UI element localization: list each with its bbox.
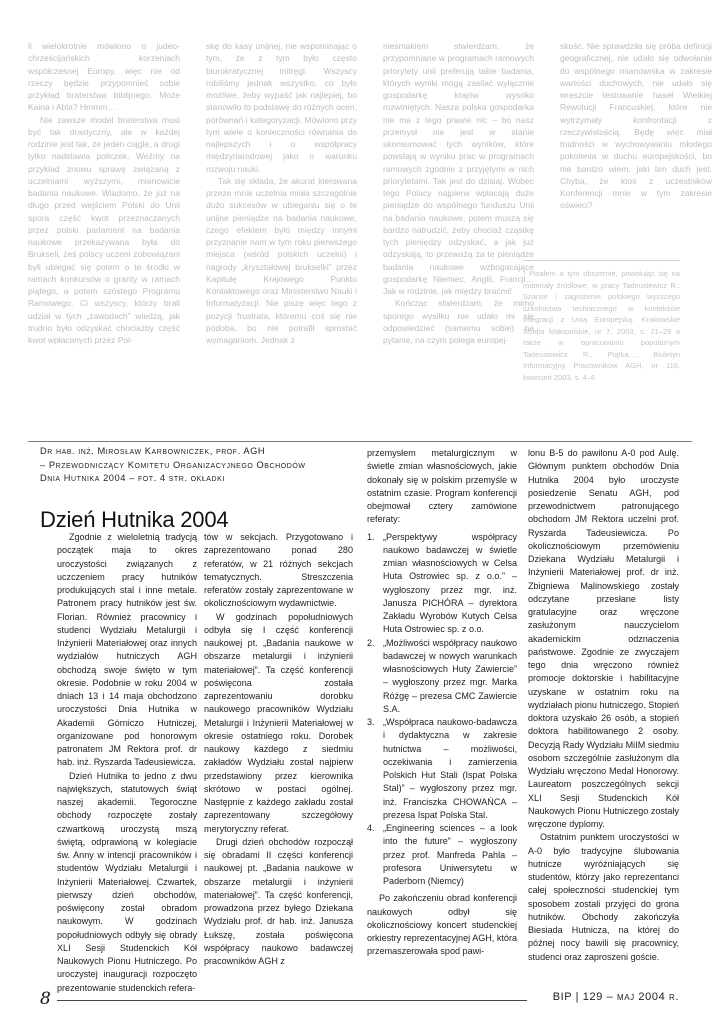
article-column-3 — [367, 447, 517, 981]
footnote-rule — [523, 260, 680, 261]
list-number: 3. — [367, 717, 375, 727]
paragraph: Ostatnim punktem uroczystości w A-0 było tradycyjne ślubowania hutnicze wyróżniających się studentów, którzy jako reprezentanci całej społeczności studenckiej tym sposobem zostali przyjęci do grona hutników. Obchody zakończyła Biesiada Hutnicza, na której do późnej nocy bawili się pracownicy, studenci oraz zaproszeni goście. — [528, 832, 679, 962]
previous-article-column-4 — [560, 40, 712, 255]
list-number: 2. — [367, 637, 375, 648]
section-divider — [28, 441, 692, 442]
previous-article-column-2 — [206, 40, 357, 346]
paragraph: Tak się składa, że akurat kierowana przeze mnie uczelnia miała szczególnie dużo sukcesów w ubieganiu się o te unijne pieniądze na badania naukowe, czego efektem było między innymi przyznanie nam w tym roku pierwszego miejsca (wśród polskich uczelni) i nagrody „kryształowej brukselki” przez Kapitułę Krajowego Punktu Kontaktowego oraz Ministerstwo Nauki i Informatyzacji. Nie piszę więc tego z pozycji frustrata, któremu coś się nie podoba, bo nie potrafił sprostać wymaganiom. Jednak z — [206, 175, 357, 345]
paragraph: skę do kasy unijnej, nie wspominając o tym, że z tym było często biurokratycznej mitręgi. Wszyscy robiliśmy jednak wszystko, co było możliwe, żeby wypaść jak najlepiej, bo stanowiło to podstawę do różnych ocen, porównań i kategoryzacji. Mówiono przy tym wiele o konieczności równania do najlepszych i o współpracy międzynarodowej jako o warunku rozwoju nauki. — [206, 41, 357, 174]
byline-line: – Przewodniczący Komitetu Organizacyjnego Obchodów — [40, 459, 306, 470]
list-number: 1. — [367, 531, 375, 542]
issue-label: BIP | 129 – maj 2004 r. — [552, 991, 679, 1003]
paragraph: Drugi dzień obchodów rozpoczął się obradami II części konferencji naukowej pt. „Badania naukowe w obszarze metalurgii i inżynierii materiałowej”. Ta część konferencji, prowadzona przez byłego Dziekana Wydziału prof. dr hab. inż. Janusza Łukszę, została poświęcona współpracy naukowo badawczej pracowników AGH z — [204, 836, 353, 966]
list-item — [367, 716, 517, 822]
byline-line: Dr hab. inż. Mirosław Karbowniczek, prof. AGH — [40, 446, 266, 456]
paragraph: Po zakończeniu obrad konferencji naukowych odbył się okolicznościowy koncert studenckiej orkiestry reprezentacyjnej AGH, która przemaszerowała spod pawi- — [367, 893, 517, 957]
byline — [40, 445, 356, 486]
paragraph: przemysłem metalurgicznym w świetle zmian własnościowych, jakie dokonały się w polskim przemyśle w ostatnim czasie. Program konferencji obejmował cztery zamówione referaty: — [367, 448, 517, 525]
list-item — [367, 822, 517, 888]
article-title: Dzień Hutnika 2004 — [40, 506, 229, 532]
list-number: 4. — [367, 823, 375, 833]
paragraph: Dzień Hutnika to jedno z dwu największych, statutowych świąt naszej akademii. Tegoroczne obchody rozpoczęte zostały czwartkową uroczystą mszą świętą, odprawioną w kolegiacie św. Anny w intencji pracowników i studentów Wydziału Metalurgii i Inżynierii Materiałowej. Czwartek, pierwszy dzień obchodów, poświęcony został obradom naukowym. W godzinach popołudniowych odbyły się obrady XLI Sesji Studenckich Kół Naukowych Pionu Hutniczego. Po uroczystej inauguracji rozpoczęto prezentowanie studenckich refera- — [57, 770, 197, 993]
paragraph: lonu B-5 do pawilonu A-0 pod Aulę. Głównym punktem obchodów Dnia Hutnika 2004 było uroczyste posiedzenie Senatu AGH, pod przewodnictwem patronującego obchodom JM Rektora uczelni prof. Ryszarda Tadeusiewicza. Po okolicznościowym przemówieniu Dziekana Wydziału Metalurgii i Inżynierii Materiałowej prof. dr inż. Zbigniewa Malinowskiego zostały odczytane przesłane listy gratulacyjne oraz wręczone zasłużonym nauczycielom akademickim odznaczenia państwowe. Zgodnie ze zwyczajem tego dnia wręczono również promocje doktorskie i habilitacyjne uzyskane w ostatnim roku na wydziałach pionu hutniczego. Stopień doktora uzyskało 26 osób, a stopień doktora habilitowanego 2 osoby. Decyzją Rady Wydziału MiIM siedmiu osobom szczególnie zasłużonym dla Wydziału wręczono Medal Honorowy. Laureatom poszczególnych sekcji XLI Sesji Studenckich Kół Naukowych Pionu Hutniczego zostały wręczone dyplomy. — [528, 448, 679, 829]
list-item-text: „Perspektywy współpracy naukowo badawczej w świetle zmian własnościowych w Celsa Huta Ostrowiec sp. z o.o.” – wygłoszony przez mgr. inż. Janusza PICHÓRA – dyrektora Zakładu Wyrobów Kutych Celsa Huta Ostrowiec sp. z o.o. — [383, 531, 517, 635]
list-item-text: „Współpraca naukowo-badawcza i dydaktyczna w zakresie hutnictwa – możliwości, oczekiwania i zamierzenia Polskich Hut Stali (Ispat Polska Stal)” – wygłoszony przez mgr. inż. Franciszka CHOWAŃCA – prezesa Ispat Polska Stal. — [383, 717, 517, 820]
list-item — [367, 531, 517, 637]
paragraph: Kończąc stwierdzam, że mimo sporego wysiłku nie udało mi się odpowiedzieć (samemu sobie) na pytanie, na czym polega europej- — [383, 298, 534, 345]
previous-article — [28, 40, 712, 433]
article-column-4 — [528, 447, 679, 981]
paragraph: Zgodnie z wieloletnią tradycją początek maja to okres uroczystości związanych z uczczeniem pracy hutników produkujących stal i inne metale. Patronem pracy hutników jest św. Florian. Również pracownicy i studenci Wydziału Metalurgii i Inżynierii Materiałowej oraz innych wydziałów hutniczych AGH obchodzą swoje święto w tym okresie. Podobnie w roku 2004 w dniach 13 i 14 maja obchodzono uroczystości Dnia Hutnika w Akademii Górniczo Hutniczej, organizowane pod honorowym patronatem JM Rektora prof. dr hab. inż. Ryszarda Tadeusiewicza. — [57, 532, 197, 768]
previous-article-column-3 — [383, 40, 534, 346]
byline-line: Dnia Hutnika 2004 – fot. 4 str. okładki — [40, 473, 225, 483]
paragraph: li wielokrotnie mówiono o judeo-chrześcijańskich korzeniach współczesnej Europy, więc nie od rzeczy będzie przypomnieć sobie przykład braterstwa biblijnego. Może Kaina i Abla? Hmmm… — [28, 41, 180, 113]
list-item-text: „Możliwości współpracy naukowo badawczej w nowych warunkach własnościowych Huty Zawiercie” – wygłoszony przez mgr. Marka Różgę – prezesa CMC Zawiercie S.A. — [383, 637, 517, 714]
paragraph: tów w sekcjach. Przygotowano i zaprezentowano ponad 280 referatów, w 21 różnych sekcjach tematycznych. Streszczenia referatów zostały zaprezentowane w okolicznościowym wydawnictwie. — [204, 532, 353, 609]
paragraph: skość. Nie sprawdziła się próba definicji geograficznej, nie udało się odwołanie do wspólnego mianownika w zakresie wartości duchowych, nie udało się wreszcie testowanie haseł Wielkiej Rewolucji Francuskiej, które nie wytrzymały konfrontacji z rzeczywistością. Będę więc miał trudności w wychowywaniu młodego pokolenia w duchu europejskości, bo nie bardzo wiem, jaki ten duch jest. Chyba, że ktoś z uczestników Konferencji mnie w tym zakresie oświeci? — [560, 41, 712, 211]
article-column-1 — [57, 531, 197, 993]
previous-article-column-1 — [28, 40, 180, 346]
paper-list — [367, 531, 517, 889]
list-item-text: „Engineering sciences – a look into the future” – wygłoszony przez prof. Manfreda Pahla – profesora Uniwersytetu w Paderborn (Niemcy) — [383, 823, 517, 886]
footnote: ¹ Pisałem o tym obszernie, powołując się na materiały źródłowe, w pracy Tadeusiewicz R.: Szanse i zagrożenie polskiego wyższego szkolnictwa technicznego w kontekście integracji z Unią Europejską. Krakowskie Studia Małopolskie, nr 7, 2003, s. 21–29 a także w opracowaniu popularnym Tadeusiewicz R., Piątka…, Biuletyn Informacyjny Pracowników AGH, nr 116, kwiecień 2003, s. 4–6 — [523, 269, 680, 382]
page-number: 8 — [40, 989, 51, 1009]
list-item — [367, 637, 517, 717]
paragraph: niesmakiem stwierdzam, że przypomniane w programach ramowych priorytety unii preferują takie badania, których wyniki mogą zasilać wyłącznie gospodarkę krajów wysoko rozwiniętych. Nasza polska gospodarka nie ma z tego prawie nic – bo nasz przemysł nie jest w stanie skonsumować tych wyników, które powstają w wyniku prac w programach ramowych zgodnie z przyjętymi w nich priorytetami. Tak jest do dzisiaj. Wobec tego Polacy najpierw wpłacają duże pieniądze do wspólnego funduszu Unii na badania naukowe, potem muszą się bardzo natrudzić, żeby chociaż cząstkę tych pieniędzy odzyskać, a jak już odzyskają, to przeważą za te pieniądze badania naukowe wzbogacające gospodarkę Niemiec, Anglii, Francji… Jak w rodzinie, jak między braćmi! — [383, 41, 534, 296]
paragraph: W godzinach popołudniowych odbyła się I część konferencji naukowej pt. „Badania naukowe w obszarze metalurgii i inżynierii materiałowej”. Ta część konferencji poświęcona została zaprezentowaniu dorobku naukowego pracowników Wydziału Metalurgii i Inżynierii Materiałowej w okresie ostatniego roku. Dorobek naukowy każdego z siedmiu zakładów Wydziału został najpierw przedstawiony przez kierownika skrótowo w postaci ogólnej. Następnie z każdego zakładu został zaprezentowany szczegółowy merytoryczny referat. — [204, 611, 353, 834]
article-column-2 — [204, 531, 353, 981]
footer-rule — [57, 1000, 527, 1001]
paragraph: Nie zawsze model braterstwa musi być tak drastyczny, ale w każdej rodzinie jest tak, że jeden ciągle, a drugi tylko nadstawia policzek. Weźmy na przykład znowu sprawę związaną z uczelniami wyższymi, mianowicie badania naukowe. Wiadomo, że już na długo przed wejściem Polski do Unii spora część kwot przeznaczanych przez polski parlament na badania naukowe przekazywana była do Brukseli, żeś polscy uczeni zobowiązani byli ubiegać się potem o te środki w ramach konkursów o granty w ramach piątego, a potem szóstego Programu Ramowego. Ci wszyscy, którzy brali udział w tych „zawodach” wiedzą, jak trudno było odzyskać chociażby część kwot wpłacanych przez Pol- — [28, 114, 180, 345]
